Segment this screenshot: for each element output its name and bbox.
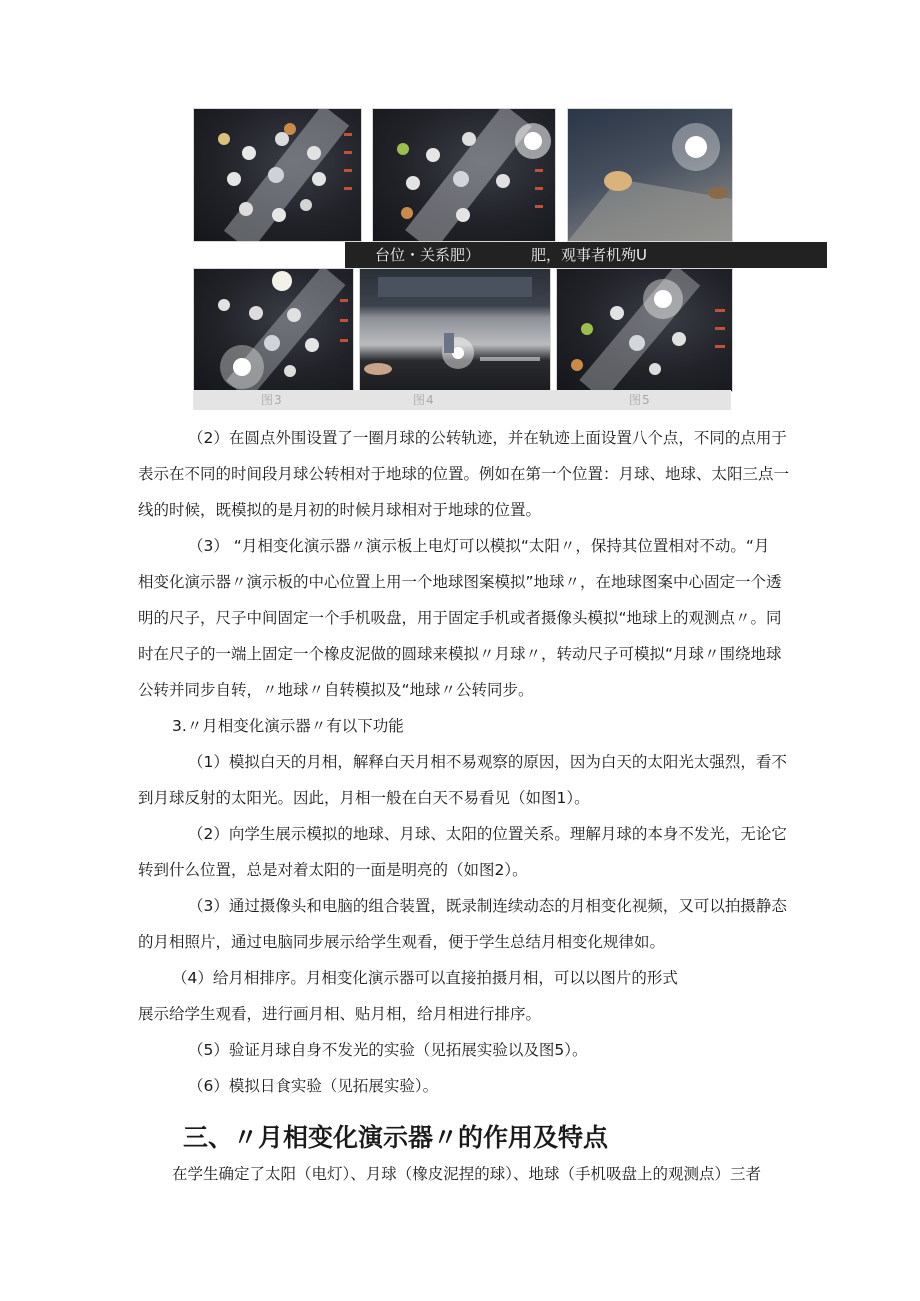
function-3-line-2: 的月相照片，通过电脑同步展示给学生观看，便于学生总结月相变化规律如。 xyxy=(138,933,666,951)
photo-board-1 xyxy=(193,108,362,242)
function-4-line-2: 展示给学生观看，进行画月相、贴月相，给月相进行排序。 xyxy=(138,1005,542,1023)
paragraph-2-line-1: （2）在圆点外围设置了一圈月球的公转轨迹，并在轨迹上面设置八个点，不同的点用于 xyxy=(188,429,787,447)
paragraph-3-line-5: 公转并同步自转，〃地球〃自转模拟及“地球〃公转同步。 xyxy=(138,681,534,699)
paragraph-3-line-2: 相变化演示器〃演示板的中心位置上用一个地球图案模拟”地球〃，在地球图案中心固定一个透 xyxy=(138,573,782,591)
function-5-line-1: （5）验证月球自身不发光的实验（见拓展实验以及图5）。 xyxy=(188,1041,588,1059)
photo-board-4 xyxy=(556,268,733,392)
paragraph-3-line-4: 时在尺子的一端上固定一个橡皮泥做的圆球来模拟〃月球〃，转动尺子可模拟“月球〃围绕地球 xyxy=(138,645,782,663)
photo-lamp-ball xyxy=(567,108,733,242)
figure-label-3: 图3 xyxy=(261,393,283,407)
function-2-line-1: （2）向学生展示模拟的地球、月球、太阳的位置关系。理解月球的本身不发光，无论它 xyxy=(188,825,787,843)
caption-right-text: 肥，观事者机殉U xyxy=(531,246,647,264)
function-6-line-1: （6）模拟日食实验（见拓展实验）。 xyxy=(188,1077,439,1095)
paragraph-2-line-2: 表示在不同的时间段月球公转相对于地球的位置。例如在第一个位置：月球、地球、太阳三点一 xyxy=(138,465,790,483)
section-intro-line: 在学生确定了太阳（电灯）、月球（橡皮泥捏的球）、地球（手机吸盘上的观测点）三者 xyxy=(172,1165,762,1183)
photo-classroom xyxy=(359,268,551,392)
photo-board-3 xyxy=(193,268,354,392)
figure-label-4: 图4 xyxy=(413,393,435,407)
function-2-line-2: 转到什么位置，总是对着太阳的一面是明亮的（如图2）。 xyxy=(138,861,528,879)
function-1-line-1: （1）模拟白天的月相，解释白天月相不易观察的原因，因为白天的太阳光太强烈，看不 xyxy=(188,753,787,771)
caption-left-text: 台位・关系肥） xyxy=(375,246,481,264)
paragraph-2-line-3: 线的时候，既模拟的是月初的时候月球相对于地球的位置。 xyxy=(138,501,542,519)
figure-caption-bar xyxy=(345,242,827,268)
function-3-line-1: （3）通过摄像头和电脑的组合装置，既录制连续动态的月相变化视频，又可以拍摄静态 xyxy=(188,897,787,915)
section-heading-3: 三、〃月相变化演示器〃的作用及特点 xyxy=(183,1123,609,1152)
paragraph-3-line-1: （3） “月相变化演示器〃演示板上电灯可以模拟“太阳〃，保持其位置相对不动。“月 xyxy=(188,537,770,555)
paragraph-3-line-3: 明的尺子，尺子中间固定一个手机吸盘，用于固定手机或者摄像头模拟“地球上的观测点〃。同 xyxy=(138,609,782,627)
function-4-line-1: （4）给月相排序。月相变化演示器可以直接拍摄月相，可以以图片的形式 xyxy=(172,969,678,987)
photo-board-2 xyxy=(372,108,556,242)
figure-label-5: 图5 xyxy=(629,393,651,407)
section-3-title: 3.〃月相变化演示器〃有以下功能 xyxy=(172,717,404,735)
function-1-line-2: 到月球反射的太阳光。因此，月相一般在白天不易看见（如图1）。 xyxy=(138,789,590,807)
figure-label-strip xyxy=(193,390,731,410)
